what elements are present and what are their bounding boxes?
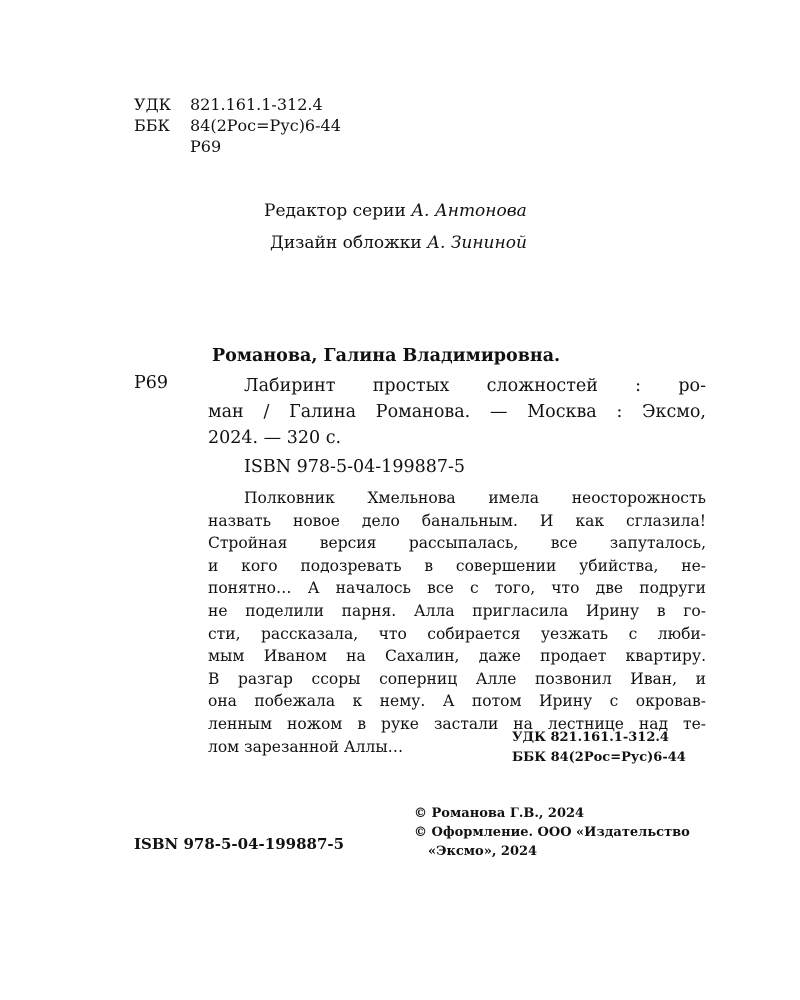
isbn-bottom: ISBN 978-5-04-199887-5 — [134, 835, 345, 853]
cover-design-label: Дизайн обложки — [270, 233, 422, 253]
series-editor-label: Редактор серии — [264, 201, 406, 221]
bib-line: Лабиринт простых сложностей : ро- — [244, 376, 706, 396]
udk-label: УДК — [134, 95, 171, 114]
bbk-label: ББК — [134, 116, 170, 135]
bbk-code-bottom: ББК 84(2Рос=Рус)6-44 — [512, 750, 686, 765]
udk-value: 821.161.1-312.4 — [190, 95, 323, 114]
annotation-line: назвать новое дело банальным. И как сглазила! — [208, 511, 706, 530]
annotation-line: ленным ножом в руке застали на лестнице над те- — [208, 714, 706, 733]
copyright-author: © Романова Г.В., 2024 — [414, 806, 585, 821]
bib-line: ман / Галина Романова. — Москва : Эксмо, — [208, 402, 706, 422]
author-cipher: Р69 — [134, 373, 169, 393]
cover-design-name: А. Зининой — [427, 233, 527, 253]
udk-code-bottom: УДК 821.161.1-312.4 — [512, 730, 669, 745]
annotation-line: Полковник Хмельнова имела неосторожность — [244, 489, 706, 507]
cover-design-credit — [270, 233, 527, 253]
annotation-line: и кого подозревать в совершении убийства, не- — [208, 556, 706, 575]
author-sign: Р69 — [190, 137, 222, 156]
bibliographic-description — [208, 373, 706, 451]
udk-row — [134, 94, 341, 115]
annotation-line: она побежала к нему. А потом Ирину с окровав- — [208, 692, 706, 711]
author-heading: Романова, Галина Владимировна. — [212, 346, 561, 366]
annotation-line: В разгар ссоры соперниц Алле позвонил Иван, и — [208, 669, 706, 688]
annotation-line: лом зарезанной Аллы… — [208, 737, 404, 756]
bib-line: 2024. — 320 с. — [208, 428, 342, 448]
copyright-publisher: «Эксмо», 2024 — [428, 844, 538, 859]
author-sign-row — [134, 136, 341, 157]
annotation-line: понятно… А началось все с того, что две подруги — [208, 579, 706, 598]
classification-codes-bottom — [512, 728, 686, 768]
annotation-text — [208, 487, 706, 758]
bbk-value: 84(2Рос=Рус)6-44 — [190, 116, 341, 135]
series-editor-name: А. Антонова — [411, 201, 527, 221]
isbn-main: ISBN 978-5-04-199887-5 — [244, 457, 466, 477]
series-editor-credit — [264, 201, 527, 221]
annotation-line: мым Иваном на Сахалин, даже продает квартиру. — [208, 647, 706, 666]
copyright-design: © Оформление. ООО «Издательство — [414, 825, 690, 840]
classification-block — [134, 94, 341, 157]
bbk-row — [134, 115, 341, 136]
annotation-line: сти, рассказала, что собирается уезжать с люби- — [208, 624, 706, 643]
annotation-line: не поделили парня. Алла пригласила Ирину в го- — [208, 601, 706, 620]
annotation-line: Стройная версия рассыпалась, все запуталось, — [208, 534, 706, 553]
copyright-block — [414, 804, 690, 861]
